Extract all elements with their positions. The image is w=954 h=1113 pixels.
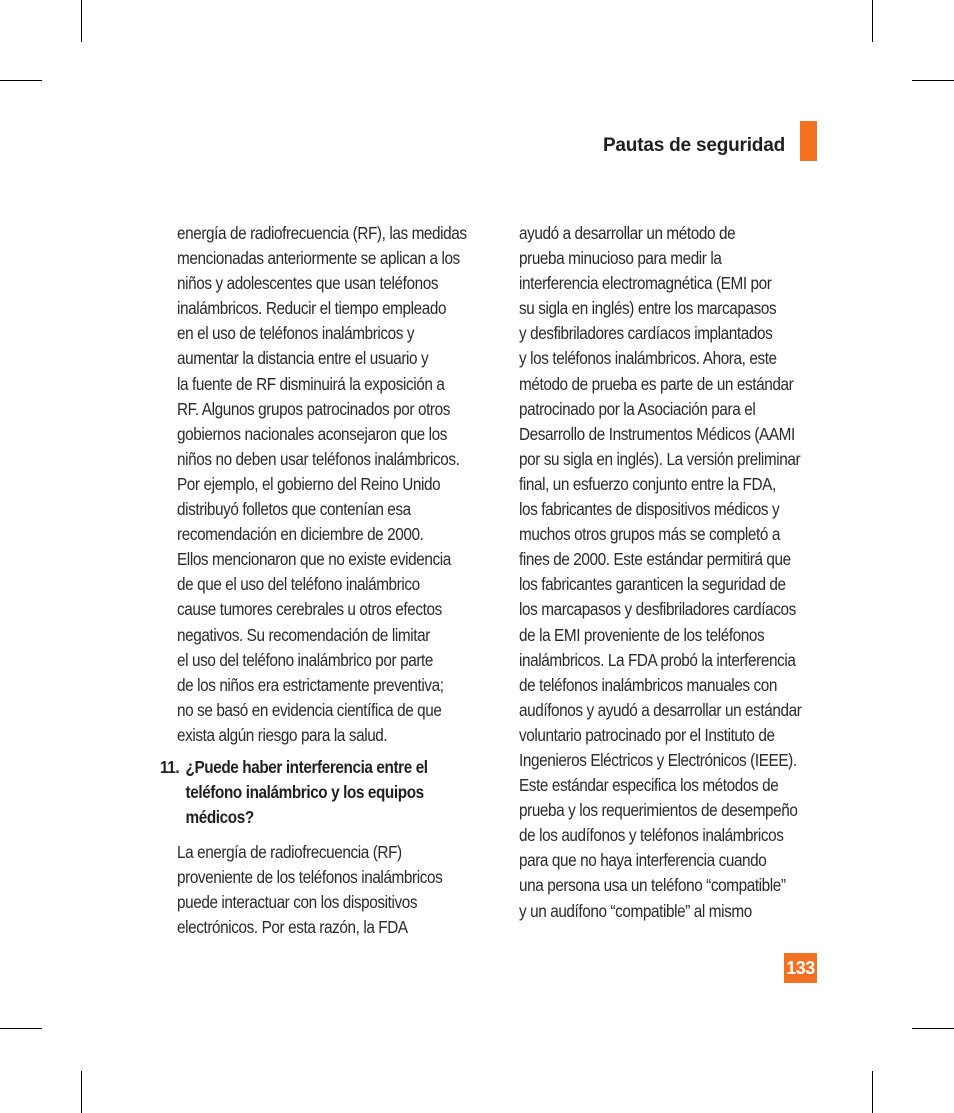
text-line: puede interactuar con los dispositivos bbox=[177, 892, 418, 913]
text-line: RF. Algunos grupos patrocinados por otros bbox=[177, 398, 451, 419]
question-heading bbox=[160, 755, 428, 830]
answer-text bbox=[177, 840, 442, 940]
text-line: Ellos mencionaron que no existe evidencia bbox=[177, 549, 451, 570]
text-line: los fabricantes de dispositivos médicos y bbox=[519, 499, 780, 520]
text-line: recomendación en diciembre de 2000. bbox=[177, 524, 424, 545]
text-line: mencionadas anteriormente se aplican a los bbox=[177, 248, 460, 269]
page-number: 133 bbox=[784, 953, 817, 983]
text-line: electrónicos. Por esta razón, la FDA bbox=[177, 917, 408, 938]
text-line: inalámbricos. Reducir el tiempo empleado bbox=[177, 298, 447, 319]
text-line: método de prueba es parte de un estándar bbox=[519, 373, 794, 394]
header-accent-bar bbox=[800, 121, 817, 161]
text-line: teléfono inalámbrico y los equipos bbox=[185, 782, 424, 803]
text-line: prueba y los requerimientos de desempeño bbox=[519, 800, 798, 821]
text-line: los marcapasos y desfibriladores cardíacos bbox=[519, 599, 796, 620]
text-line: cause tumores cerebrales u otros efectos bbox=[177, 599, 442, 620]
text-line: y un audífono “compatible” al mismo bbox=[519, 900, 752, 921]
right-column-text bbox=[519, 221, 801, 924]
crop-mark bbox=[81, 1071, 82, 1113]
question-text bbox=[186, 755, 428, 830]
text-line: inalámbricos. La FDA probó la interferencia bbox=[519, 649, 796, 670]
crop-mark bbox=[0, 80, 42, 81]
text-line: no se basó en evidencia científica de que bbox=[177, 699, 442, 720]
text-line: ¿Puede haber interferencia entre el bbox=[185, 757, 428, 777]
crop-mark bbox=[912, 80, 954, 81]
text-line: los fabricantes garanticen la seguridad de bbox=[519, 574, 786, 595]
text-line: Ingenieros Eléctricos y Electrónicos (IEEE). bbox=[519, 749, 797, 770]
text-line: de los niños era estrictamente preventiva; bbox=[177, 674, 444, 695]
text-line: ayudó a desarrollar un método de bbox=[519, 223, 736, 243]
text-line: y desfibriladores cardíacos implantados bbox=[519, 323, 773, 344]
text-line: el uso del teléfono inalámbrico por parte bbox=[177, 649, 433, 670]
text-line: proveniente de los teléfonos inalámbricos bbox=[177, 867, 443, 888]
text-line: Este estándar especifica los métodos de bbox=[519, 775, 779, 796]
text-line: niños no deben usar teléfonos inalámbricos. bbox=[177, 448, 460, 469]
text-line: la fuente de RF disminuirá la exposición a bbox=[177, 373, 445, 394]
text-line: por su sigla en inglés). La versión preliminar bbox=[519, 448, 801, 469]
text-line: en el uso de teléfonos inalámbricos y bbox=[177, 323, 415, 344]
text-line: de teléfonos inalámbricos manuales con bbox=[519, 674, 778, 695]
text-line: voluntario patrocinado por el Instituto de bbox=[519, 724, 775, 745]
left-column-text bbox=[177, 221, 467, 748]
text-line: muchos otros grupos más se completó a bbox=[519, 524, 780, 545]
crop-mark bbox=[912, 1028, 954, 1029]
crop-mark bbox=[81, 0, 82, 42]
text-line: interferencia electromagnética (EMI por bbox=[519, 273, 772, 294]
question-number: 11. bbox=[160, 757, 180, 777]
text-line: Por ejemplo, el gobierno del Reino Unido bbox=[177, 473, 441, 494]
text-line: su sigla en inglés) entre los marcapasos bbox=[519, 298, 777, 319]
text-line: de la EMI proveniente de los teléfonos bbox=[519, 624, 765, 645]
text-line: y los teléfonos inalámbricos. Ahora, este bbox=[519, 348, 777, 369]
text-line: médicos? bbox=[185, 807, 254, 828]
text-line: energía de radiofrecuencia (RF), las medidas bbox=[177, 223, 467, 243]
text-line: Desarrollo de Instrumentos Médicos (AAMI bbox=[519, 423, 795, 444]
text-line: prueba minucioso para medir la bbox=[519, 248, 722, 269]
text-line: para que no haya interferencia cuando bbox=[519, 850, 767, 871]
text-line: exista algún riesgo para la salud. bbox=[177, 724, 388, 745]
text-line: de los audífonos y teléfonos inalámbricos bbox=[519, 825, 784, 846]
text-line: distribuyó folletos que contenían esa bbox=[177, 499, 411, 520]
crop-mark bbox=[872, 0, 873, 42]
crop-mark bbox=[0, 1028, 42, 1029]
text-line: audífonos y ayudó a desarrollar un estándar bbox=[519, 699, 802, 720]
text-line: aumentar la distancia entre el usuario y bbox=[177, 348, 429, 369]
text-line: una persona usa un teléfono “compatible” bbox=[519, 875, 786, 896]
text-line: niños y adolescentes que usan teléfonos bbox=[177, 273, 439, 294]
text-line: negativos. Su recomendación de limitar bbox=[177, 624, 430, 645]
section-title: Pautas de seguridad bbox=[602, 135, 785, 156]
text-line: fines de 2000. Este estándar permitirá que bbox=[519, 549, 791, 570]
text-line: de que el uso del teléfono inalámbrico bbox=[177, 574, 420, 595]
text-line: final, un esfuerzo conjunto entre la FDA, bbox=[519, 473, 776, 494]
text-line: La energía de radiofrecuencia (RF) bbox=[177, 842, 402, 862]
text-line: gobiernos nacionales aconsejaron que los bbox=[177, 423, 448, 444]
text-line: patrocinado por la Asociación para el bbox=[519, 398, 756, 419]
crop-mark bbox=[872, 1071, 873, 1113]
